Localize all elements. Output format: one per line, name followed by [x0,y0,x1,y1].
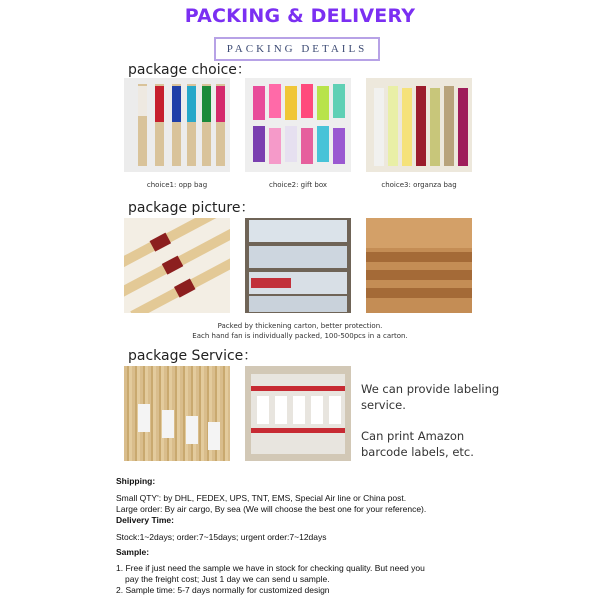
page-title: PACKING & DELIVERY [184,5,416,27]
barcode-packs-image [245,366,351,461]
carton-photo [366,218,472,313]
shipping-heading: Shipping: [116,476,156,486]
sample-line3: 2. Sample time: 5-7 days normally for customized design [116,585,330,595]
sample-line2: pay the freight cost; Just 1 day we can send u sample. [125,574,330,584]
service-text-line2: service. [361,398,406,412]
packing-details-label: PACKING DETAILS [214,37,380,61]
package-picture-heading: package picture： [128,200,255,216]
gift-box-photo [245,78,351,172]
service-text-line1: We can provide labeling [361,382,500,396]
packing-note-line2: Each hand fan is individually packed, 100-500pcs in a carton. [192,332,408,340]
barcode-packs-photo [245,366,351,461]
packed-fans-photo [124,218,230,313]
service-text-line3: Can print Amazon [361,429,465,443]
packed-boxes-photo [245,218,351,313]
labeled-fans-photo [124,366,230,461]
packed-fans-image [124,218,230,313]
carton-image [366,218,472,313]
labeled-fans-image [124,366,230,461]
delivery-line1: Stock:1~2days; order:7~15days; urgent order:7~12days [116,532,327,542]
gift-box-image [245,78,351,172]
service-text-line4: barcode labels, etc. [361,445,474,459]
shipping-line2: Large order: By air cargo, By sea (We will choose the best one for your reference). [116,504,427,514]
package-service-heading: package Service： [128,348,258,364]
opp-bag-photo [124,78,230,172]
shipping-line1: Small QTY': by DHL, FEDEX, UPS, TNT, EMS, Special Air line or China post. [116,493,407,503]
delivery-heading: Delivery Time: [116,515,174,525]
organza-bag-image [366,78,472,172]
package-choice-heading: package choice： [128,62,251,78]
sample-line1: 1. Free if just need the sample we have in stock for checking quality. But need you [116,563,425,573]
choice1-caption: choice1: opp bag [146,181,208,189]
organza-bag-photo [366,78,472,172]
packed-boxes-image [245,218,351,313]
choice3-caption: choice3: organza bag [381,181,457,189]
choice2-caption: choice2: gift box [268,181,328,189]
sample-heading: Sample: [116,547,150,557]
packing-note-line1: Packed by thickening carton, better protection. [217,322,383,330]
opp-bag-image [124,78,230,172]
